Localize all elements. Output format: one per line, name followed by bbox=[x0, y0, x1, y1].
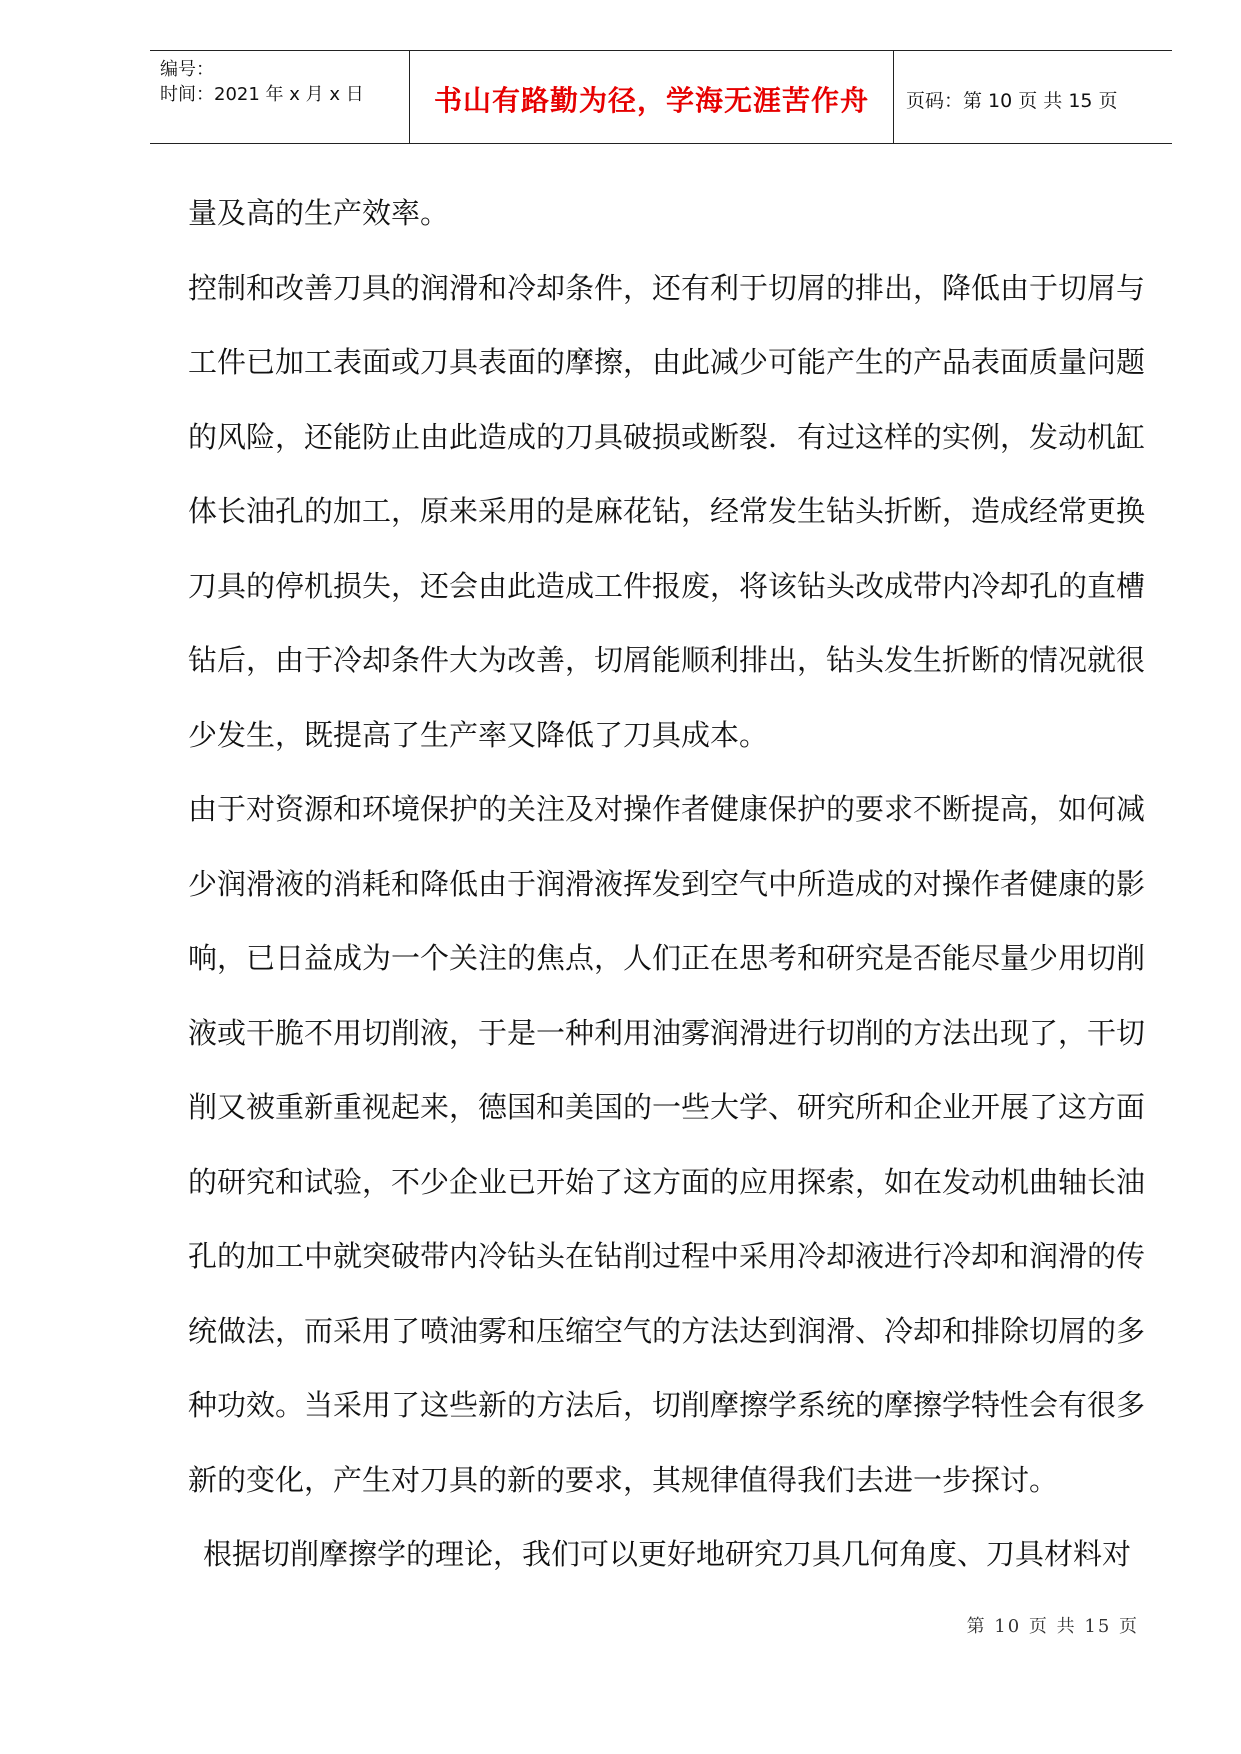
document-body bbox=[188, 176, 1148, 1592]
page-footer: 第 10 页 共 15 页 bbox=[966, 1616, 1139, 1637]
paragraph: 量及高的生产效率。 bbox=[188, 196, 450, 230]
paragraph: 根据切削摩擦学的理论，我们可以更好地研究刀具几何角度、刀具材料对 bbox=[203, 1537, 1132, 1571]
page-header bbox=[150, 50, 1172, 144]
header-meta bbox=[150, 51, 410, 143]
time-label: 时间：2021 年 x 月 x 日 bbox=[160, 84, 364, 105]
paragraph: 由于对资源和环境保护的关注及对操作者健康保护的要求不断提高，如何减少润滑液的消耗和降低由于润滑液挥发到空气中所造成的对操作者健康的影响，已日益成为一个关注的焦点，人们正在思考和研究是否能尽量少用切削液或干脆不用切削液，于是一种利用油雾润滑进行切削的方法出现了，干切削又被重新重视起来，德国和美国的一些大学、研究所和企业开展了这方面的研究和试验，不少企业已开始了这方面的应用探索，如在发动机曲轴长油孔的加工中就突破带内冷钻头在钻削过程中采用冷却液进行冷却和润滑的传统做法，而采用了喷油雾和压缩空气的方法达到润滑、冷却和排除切屑的多种功效。当采用了这些新的方法后，切削摩擦学系统的摩擦学特性会有很多新的变化，产生对刀具的新的要求，其规律值得我们去进一步探讨。 bbox=[188, 792, 1146, 1497]
paragraph: 控制和改善刀具的润滑和冷却条件，还有利于切屑的排出，降低由于切屑与工件已加工表面或刀具表面的摩擦，由此减少可能产生的产品表面质量问题的风险，还能防止由此造成的刀具破损或断裂．有过这样的实例，发动机缸体长油孔的加工，原来采用的是麻花钻，经常发生钻头折断，造成经常更换刀具的停机损失，还会由此造成工件报废，将该钻头改成带内冷却孔的直槽钻后，由于冷却条件大为改善，切屑能顺利排出，钻头发生折断的情况就很少发生，既提高了生产率又降低了刀具成本。 bbox=[188, 270, 1146, 752]
header-motto: 书山有路勤为径，学海无涯苦作舟 bbox=[410, 51, 894, 143]
header-page-info: 页码：第 10 页 共 15 页 bbox=[906, 89, 1118, 112]
number-label: 编号： bbox=[160, 59, 214, 80]
